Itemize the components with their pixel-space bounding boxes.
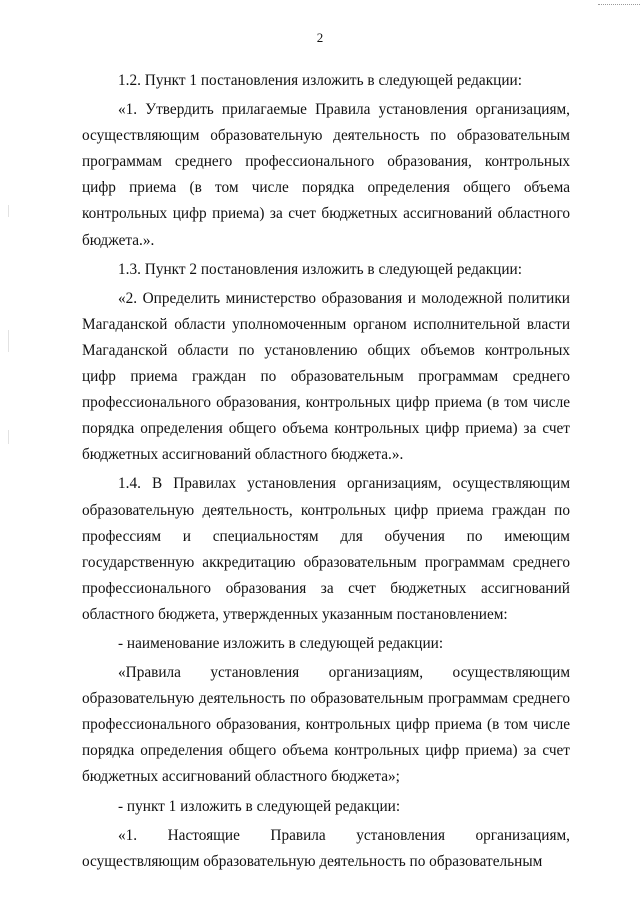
paragraph-rules-title: «Правила установления организациям, осуществляющим образовательную деятельность по образовательным программам среднего профессионального образования, контрольных цифр приема (в том числе порядка определения общего объема контрольных цифр приема) за счет бюджетных ассигнований областного бюджета»; [82, 664, 570, 786]
scan-margin-mark [8, 205, 9, 217]
paragraph-rules-item-1: «1. Настоящие Правила установления организациям, осуществляющим образовательную деятельность по образовательным [82, 826, 570, 870]
paragraph-item-1-instruction: - пункт 1 изложить в следующей редакции: [118, 797, 401, 815]
scan-margin-mark [8, 330, 9, 352]
paragraph-title-instruction: - наименование изложить в следующей редакции: [118, 634, 444, 652]
paragraph-quoted-item-2: «2. Определить министерство образования и молодежной политики Магаданской области уполномоченным органом исполнительной власти Магаданской области по установлению общих объемов контрольных цифр приема граждан по образовательным программам среднего профессионального образования, контрольных цифр приема (в том числе порядка определения общего объема контрольных цифр приема) за счет бюджетных ассигнований областного бюджета.». [82, 289, 570, 464]
document-body [82, 68, 570, 875]
paragraph-1-2: 1.2. Пункт 1 постановления изложить в следующей редакции: [118, 72, 522, 89]
scan-margin-mark [8, 430, 9, 444]
paragraph-quoted-item-1: «1. Утвердить прилагаемые Правила установления организациям, осуществляющим образовательную деятельность по образовательным программам среднего профессионального образования, контрольных цифр приема (в том числе порядка определения общего объема контрольных цифр приема) за счет бюджетных ассигнований областного бюджета.». [82, 101, 570, 249]
paragraph-1-4: 1.4. В Правилах установления организациям, осуществляющим образовательную деятельность, контрольных цифр приема граждан по профессиям и специальностям для обучения по имеющим государственную аккредитацию образовательным программам среднего профессионального образования за счет бюджетных ассигнований областного бюджета, утвержденных указанным постановлением: [82, 475, 570, 623]
paragraph-1-3: 1.3. Пункт 2 постановления изложить в следующей редакции: [118, 260, 522, 278]
scan-edge-mark [598, 4, 640, 6]
page-number: 2 [316, 30, 324, 45]
